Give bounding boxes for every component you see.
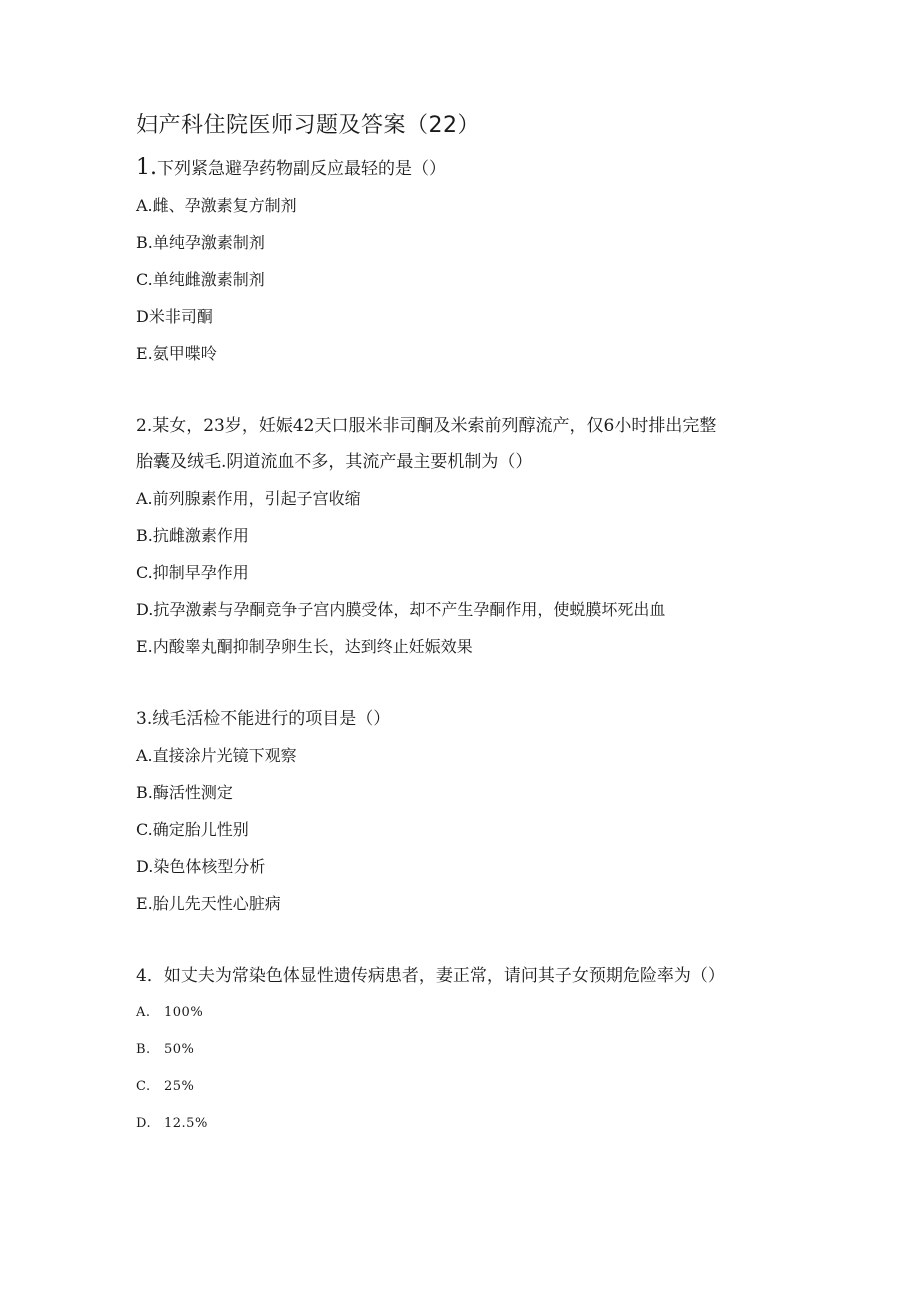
option-e: E.氨甲喋呤 <box>136 344 217 363</box>
question-text: 绒毛活检不能进行的项目是（） <box>152 709 391 729</box>
option-c: C.抑制早孕作用 <box>136 563 249 582</box>
option-value: 25% <box>164 1079 195 1094</box>
option-a: A.雌、孕激素复方制剂 <box>136 196 297 215</box>
option-c: C.确定胎儿性别 <box>136 820 249 839</box>
option-a: A.直接涂片光镜下观察 <box>136 746 297 765</box>
question-text: 下列紧急避孕药物副反应最轻的是（） <box>157 159 446 179</box>
question-number: 3. <box>136 709 153 729</box>
question-4 <box>136 958 796 1142</box>
document-title: 妇产科住院医师习题及答案（22） <box>136 113 480 138</box>
question-stem <box>136 701 796 737</box>
option-e: E.内酸睾丸酮抑制孕卵生长，达到终止妊娠效果 <box>136 637 473 656</box>
question-text-line-1: 某女，23岁，妊娠42天口服米非司酮及米索前列醇流产，仅6小时排出完整 <box>152 416 717 436</box>
spacer <box>136 372 796 408</box>
question-stem <box>136 408 796 444</box>
option-value: 100% <box>164 1005 204 1020</box>
question-number: 4 <box>136 966 147 986</box>
spacer <box>136 922 796 958</box>
option-d: D米非司酮 <box>136 307 213 326</box>
document-page <box>136 110 796 1142</box>
option-d: D.抗孕激素与孕酮竞争子宫内膜受体，却不产生孕酮作用，使蜕膜坏死出血 <box>136 600 666 619</box>
option-letter: C. <box>136 1079 151 1094</box>
option-a: A.前列腺素作用，引起子宫收缩 <box>136 489 361 508</box>
option-b: B.单纯孕激素制剂 <box>136 233 265 252</box>
option-c <box>136 1068 796 1105</box>
question-text-line-2: 胎囊及绒毛.阴道流血不多，其流产最主要机制为（） <box>136 452 533 472</box>
option-letter: A. <box>136 1005 151 1020</box>
option-value: 50% <box>164 1042 195 1057</box>
option-a <box>136 994 796 1031</box>
option-d <box>136 1105 796 1142</box>
option-e: E.胎儿先天性心脏病 <box>136 894 281 913</box>
option-b <box>136 1031 796 1068</box>
question-2 <box>136 408 796 665</box>
option-b: B.酶活性测定 <box>136 783 233 802</box>
option-letter: B. <box>136 1042 151 1057</box>
option-letter: D. <box>136 1116 152 1131</box>
question-3 <box>136 701 796 922</box>
question-1 <box>136 150 796 372</box>
spacer <box>136 665 796 701</box>
question-stem <box>136 150 796 187</box>
option-d: D.染色体核型分析 <box>136 857 266 876</box>
question-number: 1. <box>136 155 157 180</box>
question-stem <box>136 958 796 994</box>
question-text: ．如丈夫为常染色体显性遗传病患者，妻正常，请问其子女预期危险率为（） <box>146 966 725 986</box>
question-number: 2. <box>136 416 153 436</box>
option-c: C.单纯雌激素制剂 <box>136 270 265 289</box>
option-b: B.抗雌激素作用 <box>136 526 249 545</box>
option-value: 12.5% <box>164 1116 208 1131</box>
